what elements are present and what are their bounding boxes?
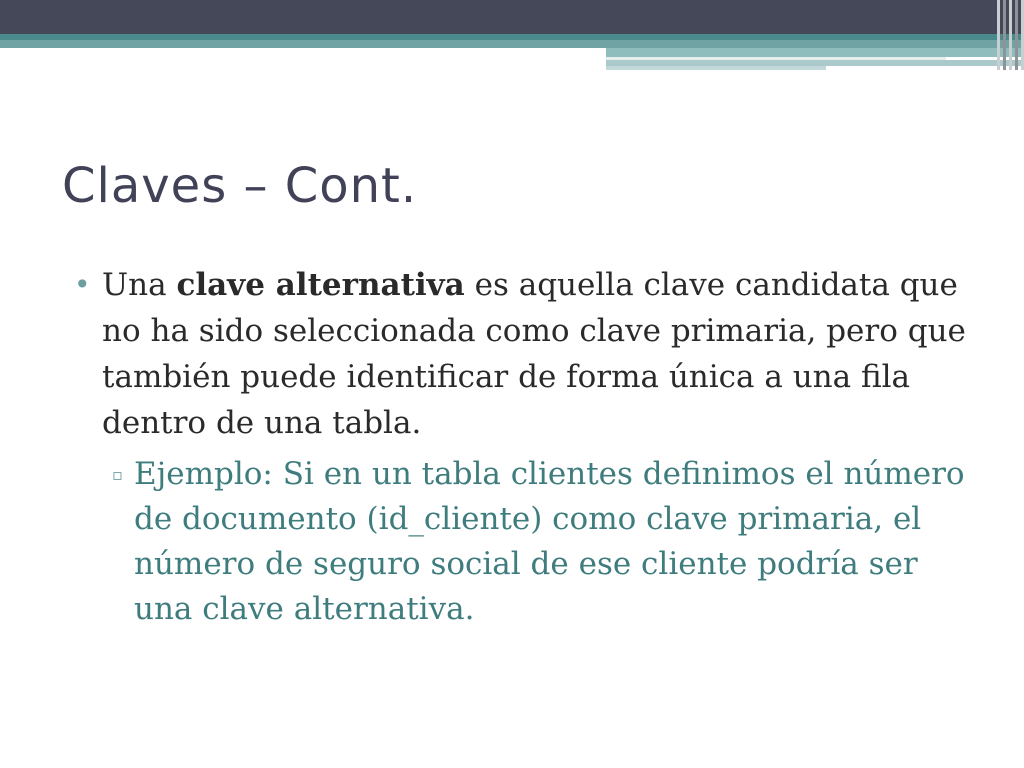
edge-decoration (990, 0, 1024, 70)
header-band-stub-short (606, 66, 826, 70)
edge-line (997, 0, 1000, 70)
bullet-body-text: es aquella clave candidata que no ha sido seleccionada como clave primaria, pero que también puede identificar de forma única a una fila dentro de una tabla. (102, 267, 966, 441)
header-band-stub (606, 48, 1024, 57)
slide-content (72, 262, 972, 632)
bullet-lead-text: Una (102, 267, 177, 303)
edge-line (1003, 0, 1006, 70)
edge-line (1009, 0, 1012, 70)
bullet-bold-term: clave alternativa (176, 267, 465, 303)
bullet-item (72, 262, 972, 446)
sub-bullet-item (72, 452, 972, 632)
sub-bullet-text: Ejemplo: Si en un tabla clientes definimos el número de documento (id_cliente) como clave primaria, el número de seguro social de ese cliente podría ser una clave alternativa. (134, 456, 965, 627)
header-band-light (0, 40, 1024, 48)
edge-line (1015, 0, 1018, 70)
sub-bullet-marker: ▫ (112, 465, 123, 484)
header-band-dark (0, 0, 1024, 34)
bullet-marker: • (74, 268, 91, 301)
slide-title: Claves – Cont. (62, 158, 418, 214)
